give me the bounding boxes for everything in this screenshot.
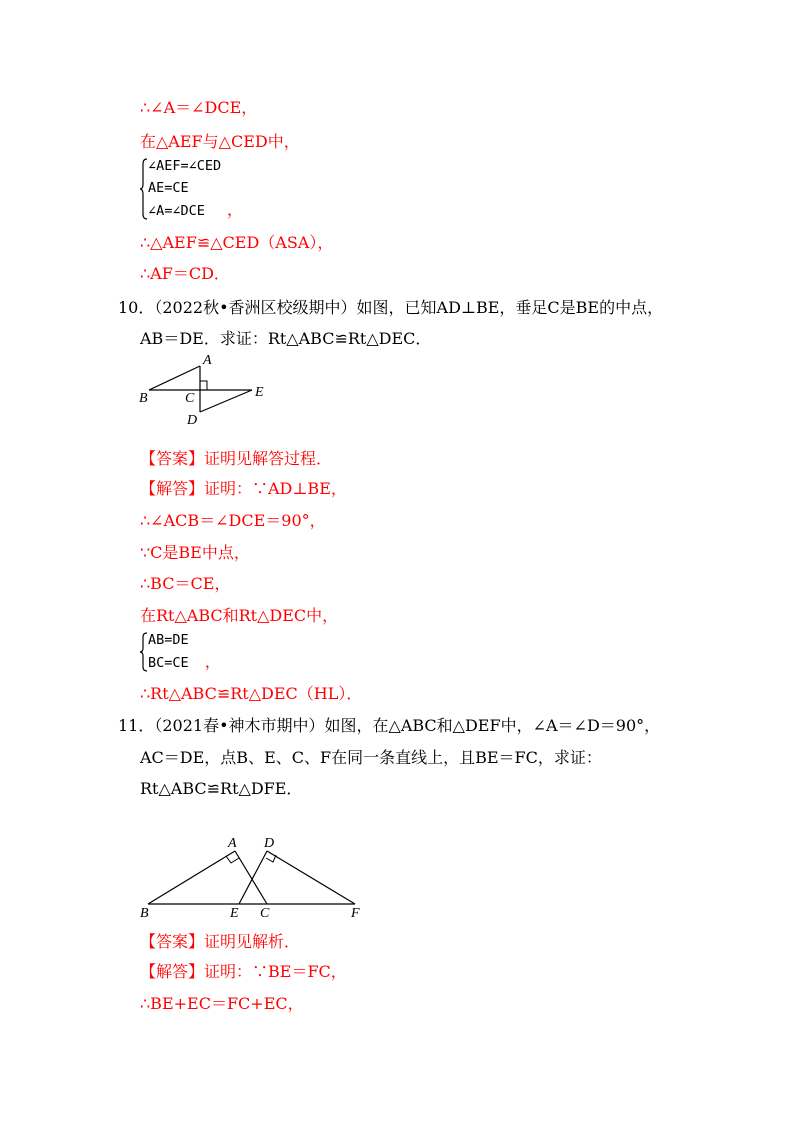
system-tail: ， (227, 200, 244, 219)
system-tail: ， (204, 652, 221, 671)
question-10-line: AB＝DE．求证：Rt△ABC≌Rt△DEC． (140, 329, 432, 348)
system-row: ∠AEF=∠CED (148, 158, 222, 174)
solution-line: ∴BC＝CE， (140, 574, 231, 593)
proof-line: ∴△AEF≌△CED（ASA）， (140, 233, 334, 252)
brace-icon (140, 632, 148, 672)
point-label: E (230, 906, 239, 920)
solution-line: ∴BE+EC＝FC+EC， (140, 994, 304, 1013)
proof-line: 在△AEF与△CED中， (140, 132, 300, 151)
question-11-line: 11．（2021春•神木市期中）如图，在△ABC和△DEF中，∠A＝∠D＝90°， (118, 716, 661, 735)
system-row: ∠A=∠DCE (148, 203, 205, 219)
answer-line: 【答案】证明见解答过程． (140, 449, 333, 468)
system-row: BC=CE (148, 655, 189, 671)
point-label: B (139, 391, 148, 406)
figure-11 (135, 830, 375, 920)
figure-10 (135, 350, 275, 430)
point-label: D (187, 413, 198, 428)
solution-line: 【解答】证明：∵BE＝FC， (140, 962, 347, 981)
point-label: A (228, 836, 237, 851)
system-row: AB=DE (148, 632, 189, 648)
point-label: C (260, 906, 270, 920)
point-label: C (185, 391, 195, 406)
question-11-line: Rt△ABC≌Rt△DFE． (140, 779, 303, 798)
point-label: B (140, 906, 149, 920)
point-label: E (255, 385, 264, 400)
solution-line: ∴Rt△ABC≌Rt△DEC（HL）． (140, 684, 363, 703)
solution-line: ∴∠ACB＝∠DCE＝90°， (140, 511, 326, 530)
question-11-line: AC＝DE，点B、E、C、F在同一条直线上，且BE＝FC，求证： (140, 748, 602, 767)
point-label: A (203, 353, 212, 368)
solution-line: ∵C是BE中点， (140, 543, 250, 562)
point-label: D (264, 836, 275, 851)
solution-line: 【解答】证明：∵AD⊥BE， (140, 479, 347, 498)
solution-line: 在Rt△ABC和Rt△DEC中， (140, 606, 339, 625)
system-row: AE=CE (148, 180, 189, 196)
proof-line: ∴∠A＝∠DCE， (140, 98, 258, 117)
question-10-line: 10．（2022秋•香洲区校级期中）如图，已知AD⊥BE，垂足C是BE的中点， (118, 298, 664, 317)
point-label: F (351, 906, 360, 920)
answer-line: 【答案】证明见解析． (140, 932, 301, 951)
brace-icon (140, 158, 148, 220)
proof-line: ∴AF＝CD． (140, 264, 230, 283)
